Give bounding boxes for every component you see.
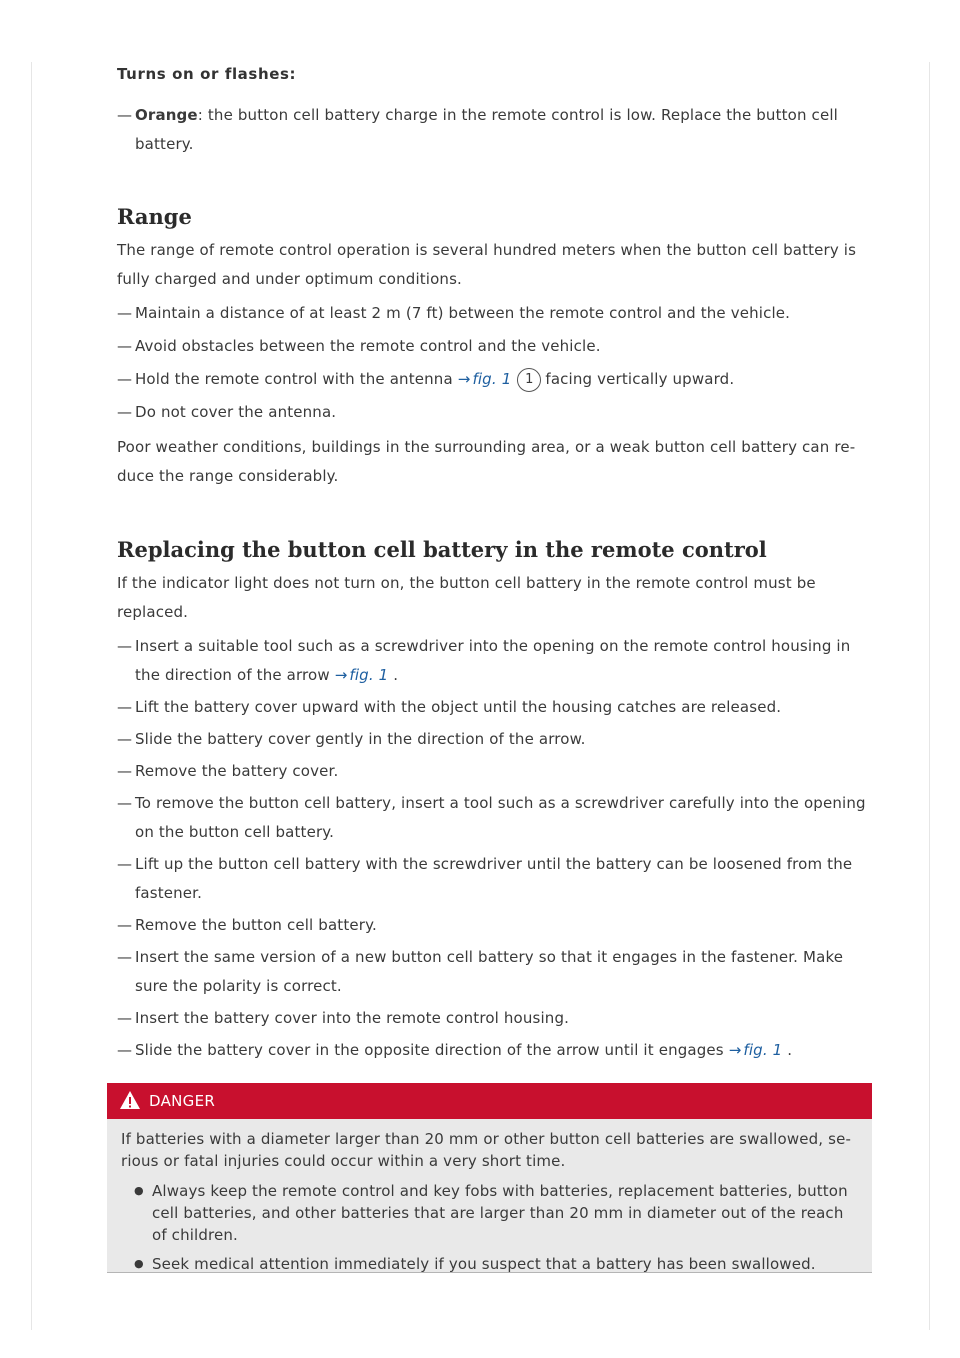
range-step-antenna: [117, 365, 877, 394]
danger-label: DANGER: [149, 1092, 216, 1110]
orange-text: : the button cell battery charge in the remote control is low. Replace the button cell battery.: [135, 106, 838, 153]
orange-label: Orange: [135, 106, 198, 124]
fig-link[interactable]: [335, 666, 389, 684]
replace-section: [117, 569, 877, 1065]
replace-step-insert-cover: — Insert the battery cover into the remote control housing.: [117, 1004, 877, 1033]
range-step-cover: — Do not cover the antenna.: [117, 398, 877, 427]
arrow-right-icon: →: [334, 666, 348, 684]
danger-bullet-keep-away: ● Always keep the remote control and key fobs with batteries, replacement batteries, button cell batteries, and other batteries that are larger than 20 mm in diameter out of the reach of children.: [121, 1180, 858, 1246]
replace-intro: If the indicator light does not turn on, the button cell battery in the remote control must be replaced.: [117, 574, 816, 621]
danger-header: [107, 1083, 872, 1119]
antenna-text: Hold the remote control with the antenna: [135, 370, 453, 388]
turns-on-heading: Turns on or flashes:: [117, 65, 297, 83]
replace-step-lift-cover: — Lift the battery cover upward with the object until the housing catches are released.: [117, 693, 877, 722]
orange-step: [117, 101, 877, 159]
fig-ref-text: fig. 1: [472, 370, 512, 388]
replace-step-insert-new: — Insert the same version of a new button cell battery so that it engages in the fastener. Make sure the polarity is correct.: [117, 943, 877, 1001]
replace-step-insert-tool: [117, 632, 877, 690]
replace-heading: Replacing the button cell battery in the remote control: [117, 537, 767, 562]
callout-number: 1: [517, 368, 541, 392]
fig-ref-text: fig. 1: [743, 1041, 783, 1059]
orange-item: [117, 101, 877, 159]
range-section: [117, 236, 877, 491]
fig-link[interactable]: [458, 370, 512, 388]
replace-step-slide-cover: — Slide the battery cover gently in the direction of the arrow.: [117, 725, 877, 754]
replace-step-engage-cover: [117, 1036, 877, 1065]
range-intro: The range of remote control operation is several hundred meters when the button cell battery is fully charged and under optimum conditions.: [117, 241, 857, 288]
antenna-text-after: facing vertically upward.: [545, 370, 735, 388]
replace-step-remove-battery: — Remove the button cell battery.: [117, 911, 877, 940]
range-step-obstacles: — Avoid obstacles between the remote control and the vehicle.: [117, 332, 877, 361]
range-note: Poor weather conditions, buildings in the surrounding area, or a weak button cell battery can re- duce the range considerably.: [117, 438, 856, 485]
arrow-right-icon: →: [457, 370, 471, 388]
period: .: [393, 666, 399, 684]
danger-text: If batteries with a diameter larger than 20 mm or other button cell batteries are swallowed, se- rious or fatal injuries could occur within a very short time.: [121, 1130, 852, 1170]
replace-step-remove-battery-tool: — To remove the button cell battery, insert a tool such as a screwdriver carefully into the opening on the button cell battery.: [117, 789, 877, 847]
danger-bullet-medical: ● Seek medical attention immediately if you suspect that a battery has been swallowed.: [121, 1253, 858, 1275]
danger-box: [107, 1119, 872, 1273]
step-text: Slide the battery cover in the opposite direction of the arrow until it engages: [135, 1041, 724, 1059]
fig-ref-text: fig. 1: [349, 666, 389, 684]
fig-link[interactable]: [729, 1041, 783, 1059]
arrow-right-icon: →: [728, 1041, 742, 1059]
range-step-distance: — Maintain a distance of at least 2 m (7 ft) between the remote control and the vehicle.: [117, 299, 877, 328]
replace-step-remove-cover: — Remove the battery cover.: [117, 757, 877, 786]
right-margin-line: [929, 62, 930, 1330]
left-margin-line: [31, 62, 32, 1330]
step-text: Insert a suitable tool such as a screwdriver into the opening on the remote control housing in the direction of the arrow: [135, 637, 851, 684]
warning-triangle-icon: [119, 1090, 141, 1110]
replace-step-lift-battery: — Lift up the button cell battery with the screwdriver until the battery can be loosened from the fastener.: [117, 850, 877, 908]
range-heading: Range: [117, 204, 192, 229]
period: .: [787, 1041, 793, 1059]
